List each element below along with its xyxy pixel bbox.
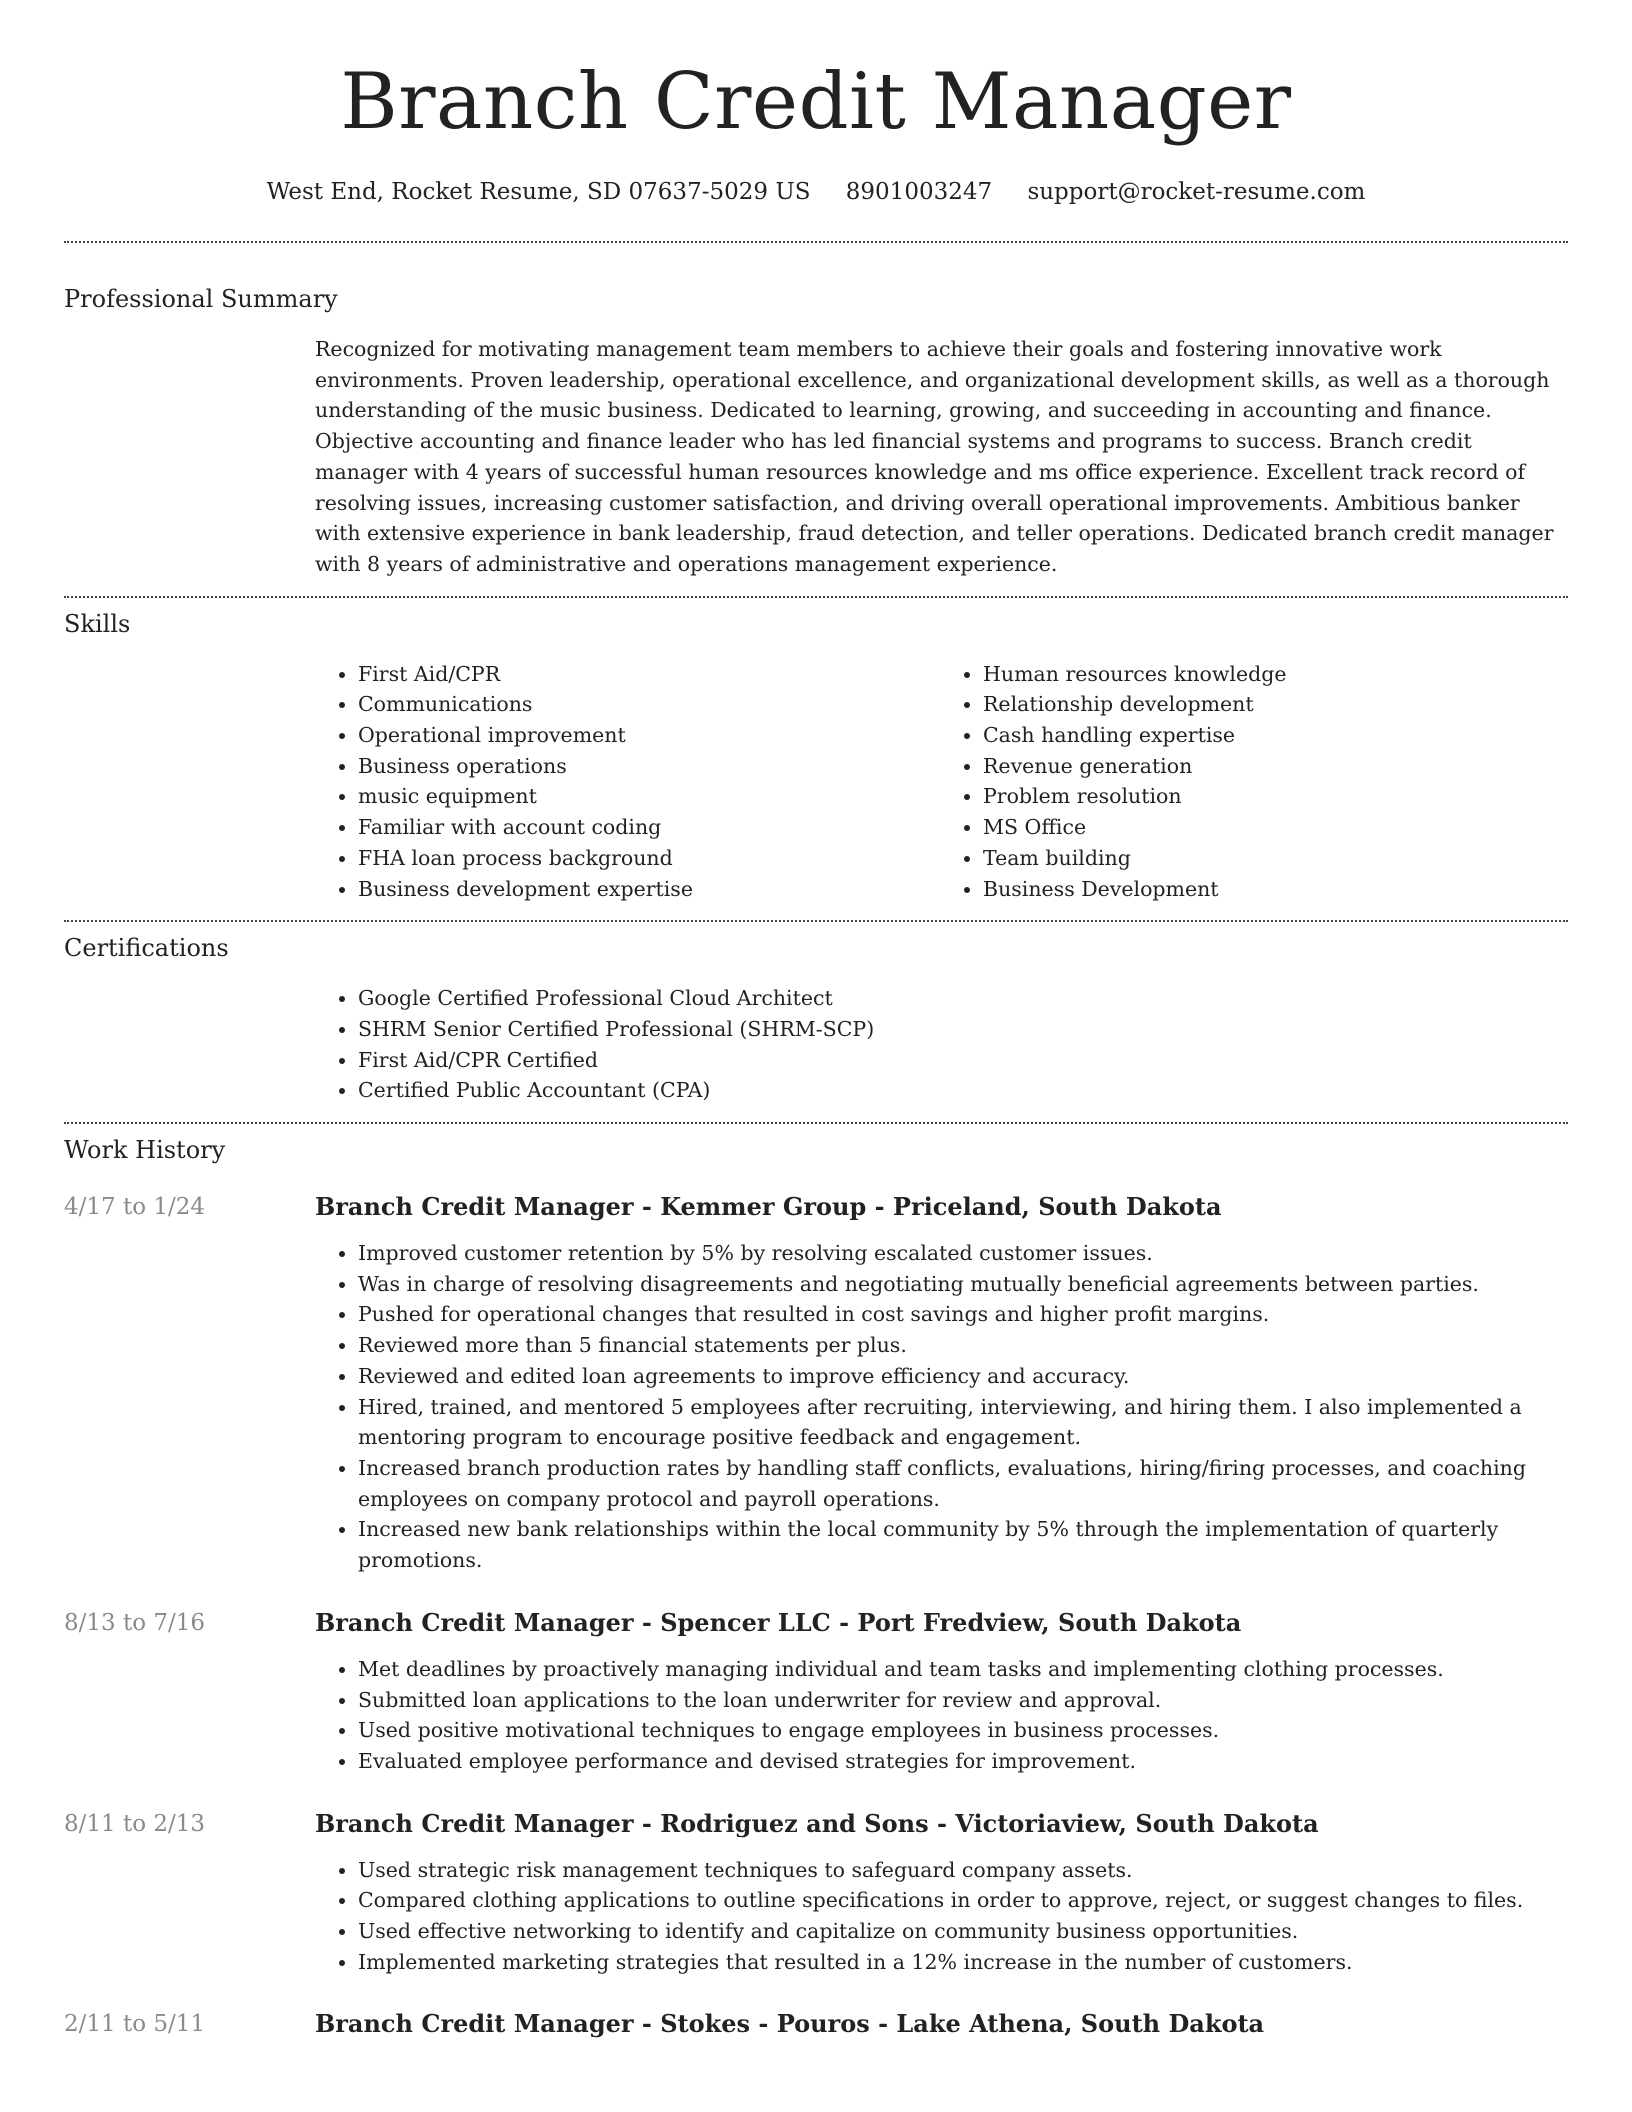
skills-list-left (315, 659, 940, 905)
job-dates: 4/17 to 1/24 (64, 1194, 206, 1221)
certifications-heading: Certifications (64, 934, 229, 963)
skills-heading: Skills (64, 609, 131, 638)
skill-item: • First Aid/CPR (358, 659, 940, 690)
work-heading: Work History (64, 1136, 226, 1165)
job-bullet: • Used positive motivational techniques to engage employees in business processes. (358, 1715, 1565, 1746)
job-bullet: • Reviewed and edited loan agreements to improve efficiency and accuracy. (358, 1361, 1565, 1392)
skill-item: • Revenue generation (983, 751, 1565, 782)
job-entry (64, 1190, 1568, 1576)
skill-item: • Business development expertise (358, 874, 940, 905)
job-bullet: • Improved customer retention by 5% by resolving escalated customer issues. (358, 1238, 1565, 1269)
job-bullet: • Reviewed more than 5 financial statements per plus. (358, 1330, 1565, 1361)
resume-page (64, 0, 1568, 2041)
skill-item: • Communications (358, 689, 940, 720)
job-bullets (315, 1855, 1565, 1978)
job-bullet: • Submitted loan applications to the loan underwriter for review and approval. (358, 1685, 1565, 1716)
skill-item: • Team building (983, 843, 1565, 874)
summary-body (315, 334, 1565, 580)
job-entry (64, 1807, 1568, 1978)
skill-item: • MS Office (983, 812, 1565, 843)
job-dates: 8/13 to 7/16 (64, 1609, 206, 1636)
skills-list-right (940, 659, 1565, 905)
certification-item: • First Aid/CPR Certified (358, 1045, 1565, 1076)
skill-item: • Operational improvement (358, 720, 940, 751)
job-dates: 2/11 to 5/11 (64, 2011, 206, 2038)
skill-item: • music equipment (358, 781, 940, 812)
job-bullets (315, 1654, 1565, 1777)
work-section (64, 1124, 1568, 2041)
contact-line (64, 176, 1568, 208)
job-bullet: • Evaluated employee performance and devised strategies for improvement. (358, 1746, 1565, 1777)
certification-item: • Certified Public Accountant (CPA) (358, 1075, 1565, 1106)
contact-email: support@rocket-resume.com (1027, 179, 1366, 205)
skill-item: • Relationship development (983, 689, 1565, 720)
summary-text: Recognized for motivating management team members to achieve their goals and fostering innovative work environments. Proven leadership, operational excellence, and organizational development skills, as well as a thorough understanding of the music business. Dedicated to learning, growing, and succeeding in accounting and finance. Objective accounting and finance leader who has led financial systems and programs to success. Branch credit manager with 4 years of successful human resources knowledge and ms office experience. Excellent track record of resolving issues, increasing customer satisfaction, and driving overall operational improvements. Ambitious banker with extensive experience in bank leadership, fraud detection, and teller operations. Dedicated branch credit manager with 8 years of administrative and operations management experience. (315, 337, 1554, 576)
job-bullet: • Used effective networking to identify and capitalize on community business opportunities. (358, 1916, 1565, 1947)
job-bullet: • Increased new bank relationships within the local community by 5% through the implementation of quarterly promotions. (358, 1514, 1565, 1575)
job-title: Branch Credit Manager - Kemmer Group - Priceland, South Dakota (315, 1192, 1222, 1222)
skill-item: • Business operations (358, 751, 940, 782)
job-bullet: • Hired, trained, and mentored 5 employees after recruiting, interviewing, and hiring them. I also implemented a mentoring program to encourage positive feedback and engagement. (358, 1392, 1565, 1453)
job-bullet: • Pushed for operational changes that resulted in cost savings and higher profit margins. (358, 1299, 1565, 1330)
job-main (315, 1190, 1565, 1576)
contact-phone: 8901003247 (845, 179, 993, 205)
job-bullet: • Was in charge of resolving disagreements and negotiating mutually beneficial agreements between parties. (358, 1269, 1565, 1300)
job-entry (64, 2007, 1568, 2041)
job-bullet: • Used strategic risk management techniques to safeguard company assets. (358, 1855, 1565, 1886)
skill-item: • FHA loan process background (358, 843, 940, 874)
certifications-list (315, 983, 1565, 1106)
job-bullet: • Compared clothing applications to outline specifications in order to approve, reject, or suggest changes to files. (358, 1885, 1565, 1916)
skill-item: • Problem resolution (983, 781, 1565, 812)
certification-item: • Google Certified Professional Cloud Architect (358, 983, 1565, 1014)
job-title: Branch Credit Manager - Stokes - Pouros - Lake Athena, South Dakota (315, 2009, 1265, 2039)
job-entry (64, 1606, 1568, 1777)
certifications-section (64, 922, 1568, 1106)
job-bullet: • Implemented marketing strategies that resulted in a 12% increase in the number of customers. (358, 1947, 1565, 1978)
skills-section (64, 598, 1568, 905)
job-bullet: • Met deadlines by proactively managing individual and team tasks and implementing clothing processes. (358, 1654, 1565, 1685)
skill-item: • Familiar with account coding (358, 812, 940, 843)
job-title: Branch Credit Manager - Spencer LLC - Port Fredview, South Dakota (315, 1607, 1242, 1637)
job-title: Branch Credit Manager - Rodriguez and Sons - Victoriaview, South Dakota (315, 1808, 1319, 1838)
job-main (315, 1807, 1565, 1978)
summary-section (64, 243, 1568, 580)
job-main (315, 2007, 1565, 2041)
skill-item: • Business Development (983, 874, 1565, 905)
summary-heading: Professional Summary (64, 285, 338, 313)
certification-item: • SHRM Senior Certified Professional (SHRM-SCP) (358, 1014, 1565, 1045)
skills-grid (315, 659, 1565, 905)
skill-item: • Cash handling expertise (983, 720, 1565, 751)
certifications-body (315, 983, 1565, 1106)
job-dates: 8/11 to 2/13 (64, 1810, 206, 1837)
contact-address: West End, Rocket Resume, SD 07637-5029 US (266, 179, 811, 205)
job-bullets (315, 1238, 1565, 1576)
skill-item: • Human resources knowledge (983, 659, 1565, 690)
job-bullet: • Increased branch production rates by handling staff conflicts, evaluations, hiring/firing processes, and coaching employees on company protocol and payroll operations. (358, 1453, 1565, 1514)
job-main (315, 1606, 1565, 1777)
resume-name: Branch Credit Manager (340, 57, 1292, 147)
